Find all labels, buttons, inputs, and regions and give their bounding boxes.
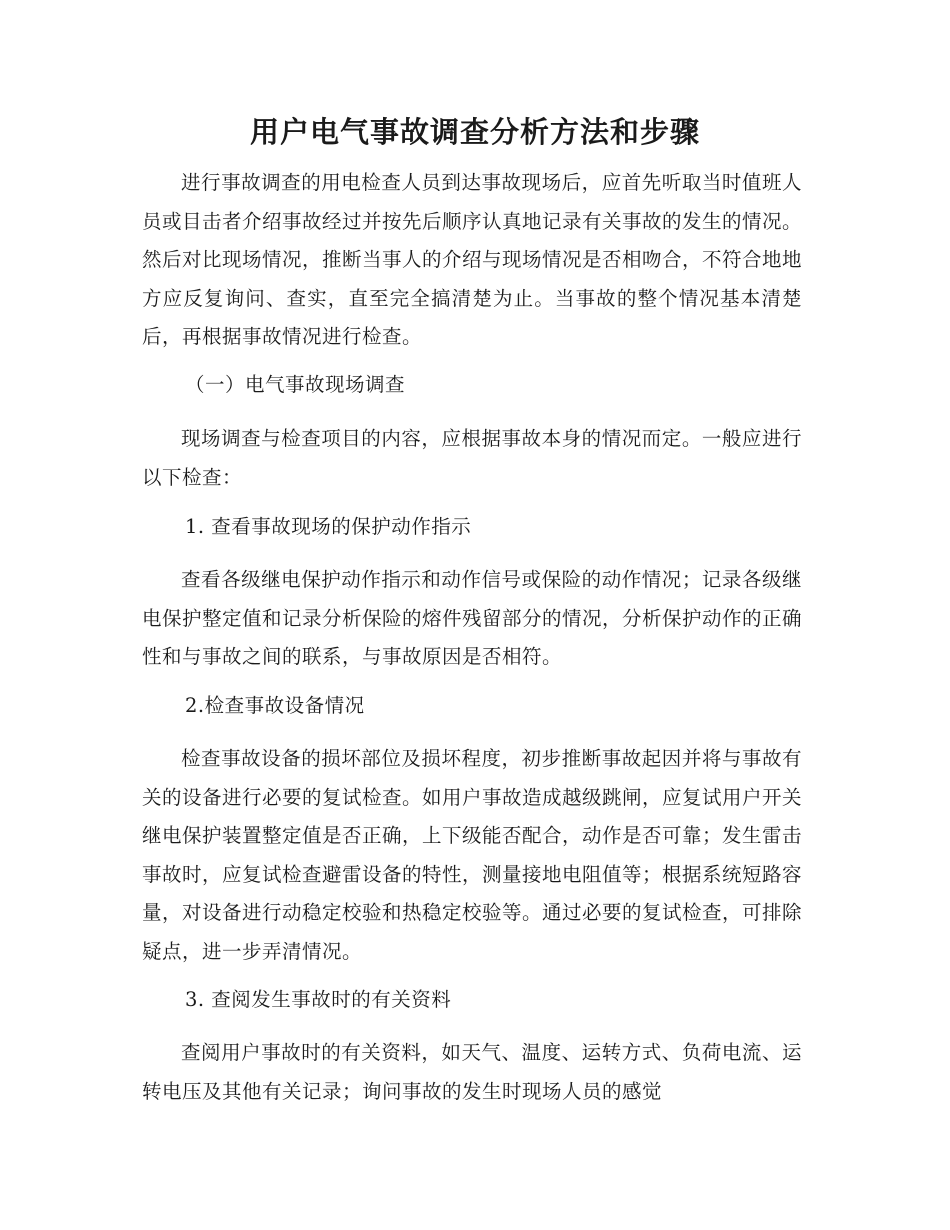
records-review-paragraph: 查阅用户事故时的有关资料，如天气、温度、运转方式、负荷电流、运转电压及其他有关记录；询问事故的发生时现场人员的感觉 [142,1041,802,1103]
subheading-records-review: 3. 查阅发生事故时的有关资料 [185,988,452,1011]
subheading-protection-indicators: 1. 查看事故现场的保护动作指示 [185,515,472,538]
subheading-equipment-check: 2.检查事故设备情况 [185,694,365,717]
protection-indicators-paragraph: 查看各级继电保护动作指示和动作信号或保险的动作情况；记录各级继电保护整定值和记录分析保险的熔件残留部分的情况，分析保护动作的正确性和与事故之间的联系，与事故原因是否相符。 [142,568,803,668]
site-investigation-paragraph: 现场调查与检查项目的内容，应根据事故本身的情况而定。一般应进行以下检查： [142,427,802,489]
section-heading-site-investigation: （一）电气事故现场调查 [185,373,406,396]
equipment-check-paragraph: 检查事故设备的损坏部位及损坏程度，初步推断事故起因并将与事故有关的设备进行必要的复试检查。如用户事故造成越级跳闸，应复试用户开关继电保护装置整定值是否正确，上下级能否配合，动作是否可靠；发生雷击事故时，应复试检查避雷设备的特性，测量接地电阻值等；根据系统短路容量，对设备进行动稳定校验和热稳定校验等。通过必要的复试检查，可排除疑点，进一步弄清情况。 [142,747,803,963]
document-title: 用户电气事故调查分析方法和步骤 [249,115,700,149]
intro-paragraph: 进行事故调查的用电检查人员到达事故现场后，应首先听取当时值班人员或目击者介绍事故经过并按先后顺序认真地记录有关事故的发生的情况。然后对比现场情况，推断当事人的介绍与现场情况是否相吻合，不符合地地方应反复询问、查实，直至完全搞清楚为止。当事故的整个情况基本清楚后，再根据事故情况进行检查。 [142,171,803,348]
